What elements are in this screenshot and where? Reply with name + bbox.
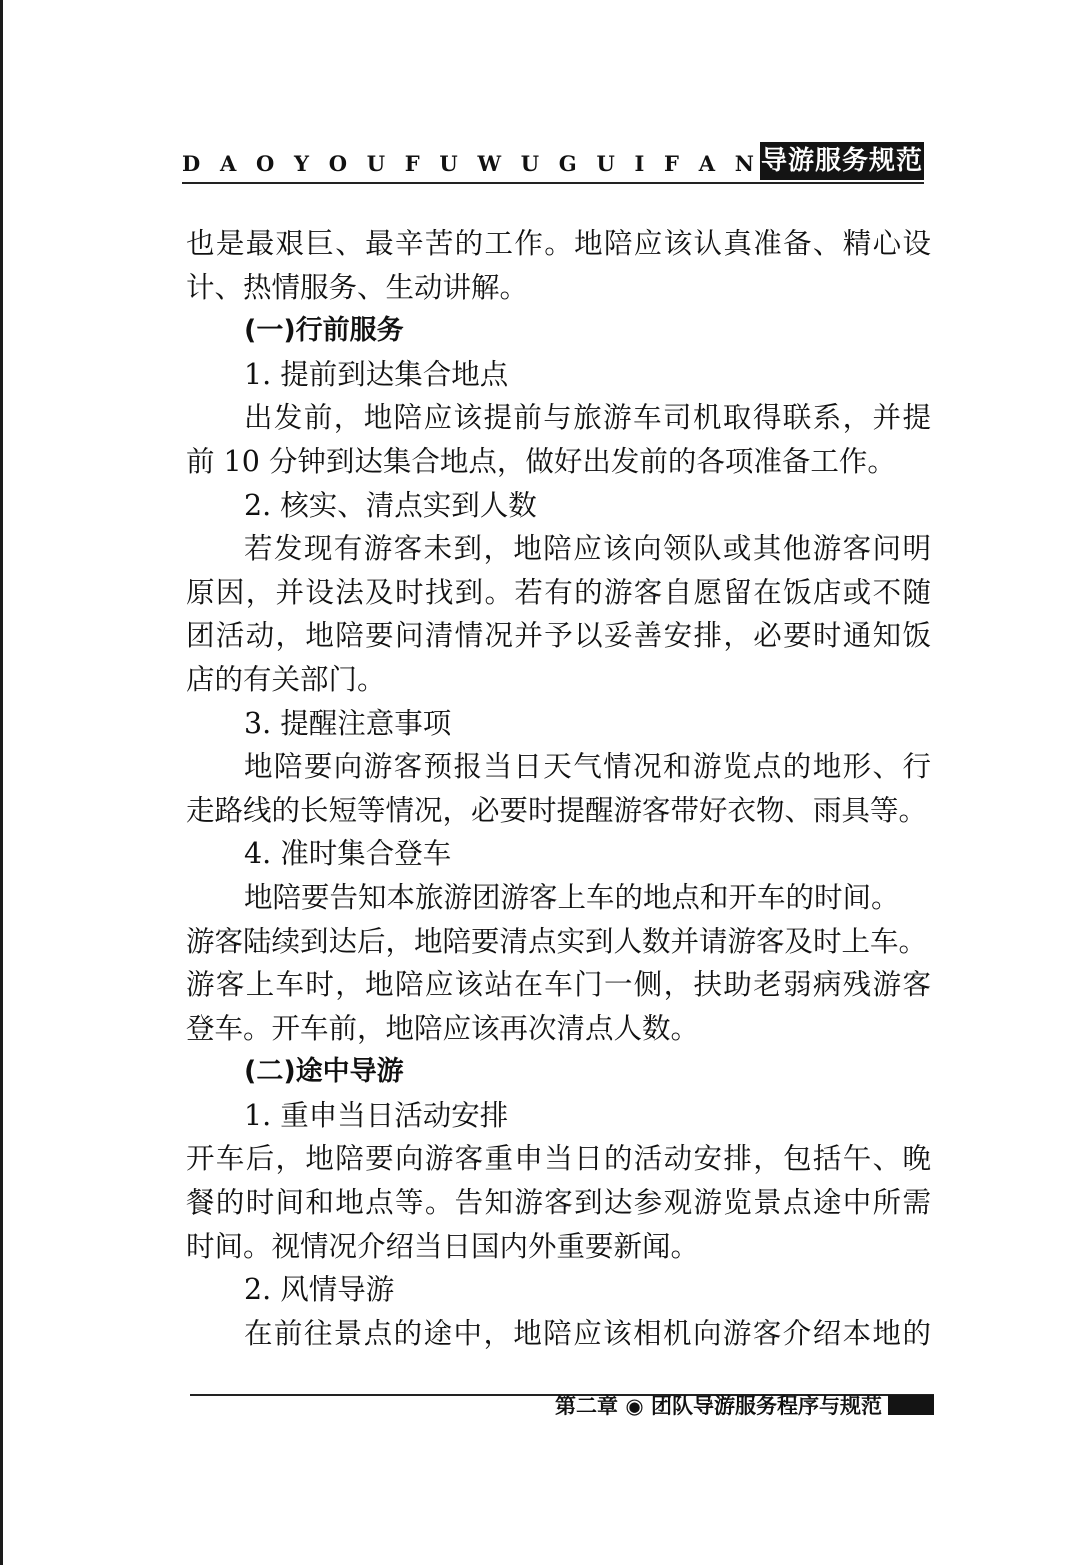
header-letter: U <box>596 151 615 176</box>
header-letter: O <box>255 151 275 176</box>
paragraph-line: 登车。开车前，地陪应该再次清点人数。 <box>186 1011 700 1045</box>
subsection-heading: 1. 重申当日活动安排 <box>244 1098 509 1132</box>
page-edge <box>0 0 3 1565</box>
footer-chapter-title: 第二章 ◉ 团队导游服务程序与规范 <box>555 1394 882 1418</box>
header-divider <box>182 182 924 184</box>
running-header <box>182 140 924 180</box>
paragraph-line: 地陪要向游客预报当日天气情况和游览点的地形、行 <box>244 750 931 784</box>
header-letter: F <box>664 151 679 176</box>
header-letter: N <box>734 151 754 176</box>
paragraph-line: 也是最艰巨、最辛苦的工作。地陪应该认真准备、精心设 <box>186 227 931 260</box>
paragraph-line: 走路线的长短等情况，必要时提醒游客带好衣物、雨具等。 <box>186 793 928 827</box>
paragraph-line: 游客陆续到达后，地陪要清点实到人数并请游客及时上车。 <box>186 924 928 958</box>
paragraph-line: 在前往景点的途中，地陪应该相机向游客介绍本地的 <box>244 1316 931 1350</box>
section-heading: (二)途中导游 <box>244 1056 404 1088</box>
header-letter: O <box>328 151 347 176</box>
subsection-heading: 1. 提前到达集合地点 <box>244 357 509 391</box>
paragraph-line: 出发前，地陪应该提前与旅游车司机取得联系，并提 <box>244 401 931 435</box>
header-letter: A <box>219 151 237 176</box>
paragraph-line: 时间。视情况介绍当日国内外重要新闻。 <box>186 1229 700 1263</box>
subsection-heading: 4. 准时集合登车 <box>244 837 452 871</box>
paragraph-line: 计、热情服务、生动讲解。 <box>186 270 529 304</box>
paragraph-line: 游客上车时，地陪应该站在车门一侧，扶助老弱病残游客 <box>186 968 931 1002</box>
header-letter: W <box>477 151 502 176</box>
subsection-heading: 2. 核实、清点实到人数 <box>244 488 537 522</box>
header-letter: U <box>366 151 386 176</box>
header-pinyin-letters <box>182 152 754 176</box>
header-letter: U <box>439 151 458 176</box>
header-letter: G <box>558 151 577 176</box>
paragraph-line: 前 10 分钟到达集合地点，做好出发前的各项准备工作。 <box>186 444 896 478</box>
paragraph-line: 开车后，地陪要向游客重申当日的活动安排，包括午、晚 <box>186 1142 931 1176</box>
header-book-title: 导游服务规范 <box>760 142 924 180</box>
header-letter: A <box>698 151 715 176</box>
header-letter: Y <box>293 151 309 176</box>
paragraph-line: 地陪要告知本旅游团游客上车的地点和开车的时间。 <box>244 880 900 914</box>
header-letter: D <box>182 151 201 176</box>
body-text <box>186 222 931 1355</box>
subsection-heading: 2. 风情导游 <box>244 1273 395 1307</box>
subsection-heading: 3. 提醒注意事项 <box>244 706 452 740</box>
paragraph-line: 若发现有游客未到，地陪应该向领队或其他游客问明 <box>244 532 931 566</box>
paragraph-line: 团活动，地陪要问清情况并予以妥善安排，必要时通知饭 <box>186 619 931 653</box>
paragraph-line: 餐的时间和地点等。告知游客到达参观游览景点途中所需 <box>186 1186 931 1220</box>
header-letter: U <box>520 151 540 176</box>
header-letter: I <box>634 151 645 176</box>
page-number-block <box>888 1395 934 1415</box>
header-letter: F <box>404 151 420 176</box>
section-heading: (一)行前服务 <box>244 315 404 347</box>
paragraph-line: 店的有关部门。 <box>186 662 386 696</box>
paragraph-line: 原因，并设法及时找到。若有的游客自愿留在饭店或不随 <box>186 575 931 609</box>
